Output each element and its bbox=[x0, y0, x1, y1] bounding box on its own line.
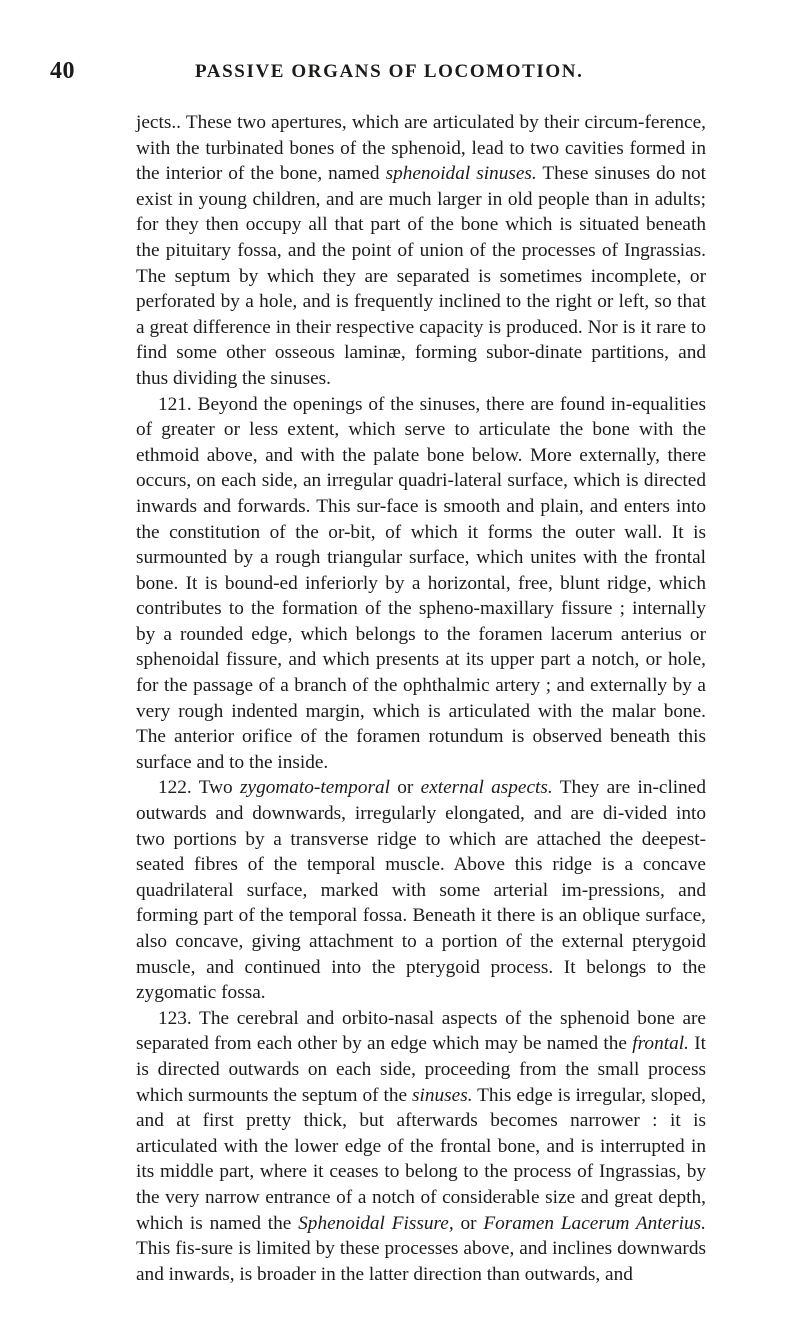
text-run: or bbox=[453, 1212, 484, 1234]
text-run: They are in-clined outwards and downwards, irregularly elongated, and are di-vided into two portions by a transverse ridge to which are attached the deepest-seated fibres of the temporal muscle. Above this ridge is a concave quadrilateral surface, marked with some arterial im-pressions, and forming part of the temporal fossa. Beneath it there is an oblique surface, also concave, giving attachment to a portion of the external pterygoid muscle, and continued into the pterygoid process. It belongs to the zygomatic fossa. bbox=[136, 777, 707, 1004]
italic-term: sinuses. bbox=[411, 1084, 473, 1106]
italic-term: frontal. bbox=[632, 1033, 689, 1055]
text-run: jects.. These two apertures, which are articulated by their circum-ference, with the turbinated bones of the sphenoid, lead to two cavities formed in the interior of the bone, named bbox=[136, 112, 706, 185]
text-run: This fis-sure is limited by these processes above, and inclines downwards and inwards, is broader in the latter direction than outwards, and bbox=[136, 1238, 706, 1285]
text-run: It is directed outwards on each side, proceeding from the small process which surmounts the septum of the bbox=[136, 1033, 706, 1106]
italic-term: zygomato-temporal bbox=[240, 777, 390, 799]
body-text bbox=[136, 110, 706, 1287]
italic-term: Foramen Lacerum Anterius. bbox=[483, 1212, 706, 1234]
paragraph-122 bbox=[136, 775, 706, 1005]
italic-term: external aspects. bbox=[420, 777, 553, 799]
text-run: 122. Two bbox=[158, 777, 241, 799]
italic-term: sphenoidal sinuses. bbox=[385, 163, 537, 185]
page-header bbox=[50, 58, 750, 88]
text-run: or bbox=[389, 777, 421, 799]
text-run: 123. The cerebral and orbito-nasal aspects of the sphenoid bone are separated from each other by an edge which may be named the bbox=[136, 1007, 706, 1055]
page-number: 40 bbox=[50, 58, 75, 84]
text-run: These sinuses do not exist in young children, and are much larger in old people than in adults; for they then occupy all that part of the bone which is situated beneath the pituitary fossa, and the point of union of the processes of Ingrassias. The septum by which they are separated is sometimes incomplete, or perforated by a hole, and is frequently inclined to the right or left, so that a great difference in their respective capacity is produced. Nor is it rare to find some other osseous laminæ, forming subor-dinate partitions, and thus dividing the sinuses. bbox=[136, 163, 706, 389]
paragraph-123 bbox=[136, 1006, 706, 1288]
italic-term: Sphenoidal Fissure, bbox=[298, 1212, 454, 1234]
paragraph-121 bbox=[136, 392, 706, 776]
text-run: This edge is irregular, sloped, and at first pretty thick, but afterwards becomes narrower : it is articulated with the lower edge of the frontal bone, and is interrupted in its middle part, where it ceases to belong to the process of Ingrassias, by the very narrow entrance of a notch of considerable size and great depth, which is named the bbox=[136, 1084, 706, 1234]
text-run: 121. Beyond the openings of the sinuses, there are found in-equalities of greater or less extent, which serve to articulate the bone with the ethmoid above, and with the palate bone below. More externally, there occurs, on each side, an irregular quadri-lateral surface, which is directed inwards and forwards. This sur-face is smooth and plain, and enters into the constitution of the or-bit, of which it forms the outer wall. It is surmounted by a rough triangular surface, which unites with the frontal bone. It is bound-ed inferiorly by a horizontal, free, blunt ridge, which contributes to the formation of the spheno-maxillary fissure ; internally by a rounded edge, which belongs to the foramen lacerum anterius or sphenoidal fissure, and which presents at its upper part a notch, or hole, for the passage of a branch of the ophthalmic artery ; and externally by a very rough indented margin, which is articulated with the malar bone. The anterior orifice of the foramen rotundum is observed beneath this surface and to the inside. bbox=[136, 393, 706, 773]
paragraph bbox=[136, 110, 706, 392]
running-head: PASSIVE ORGANS OF LOCOMOTION. bbox=[195, 61, 584, 82]
